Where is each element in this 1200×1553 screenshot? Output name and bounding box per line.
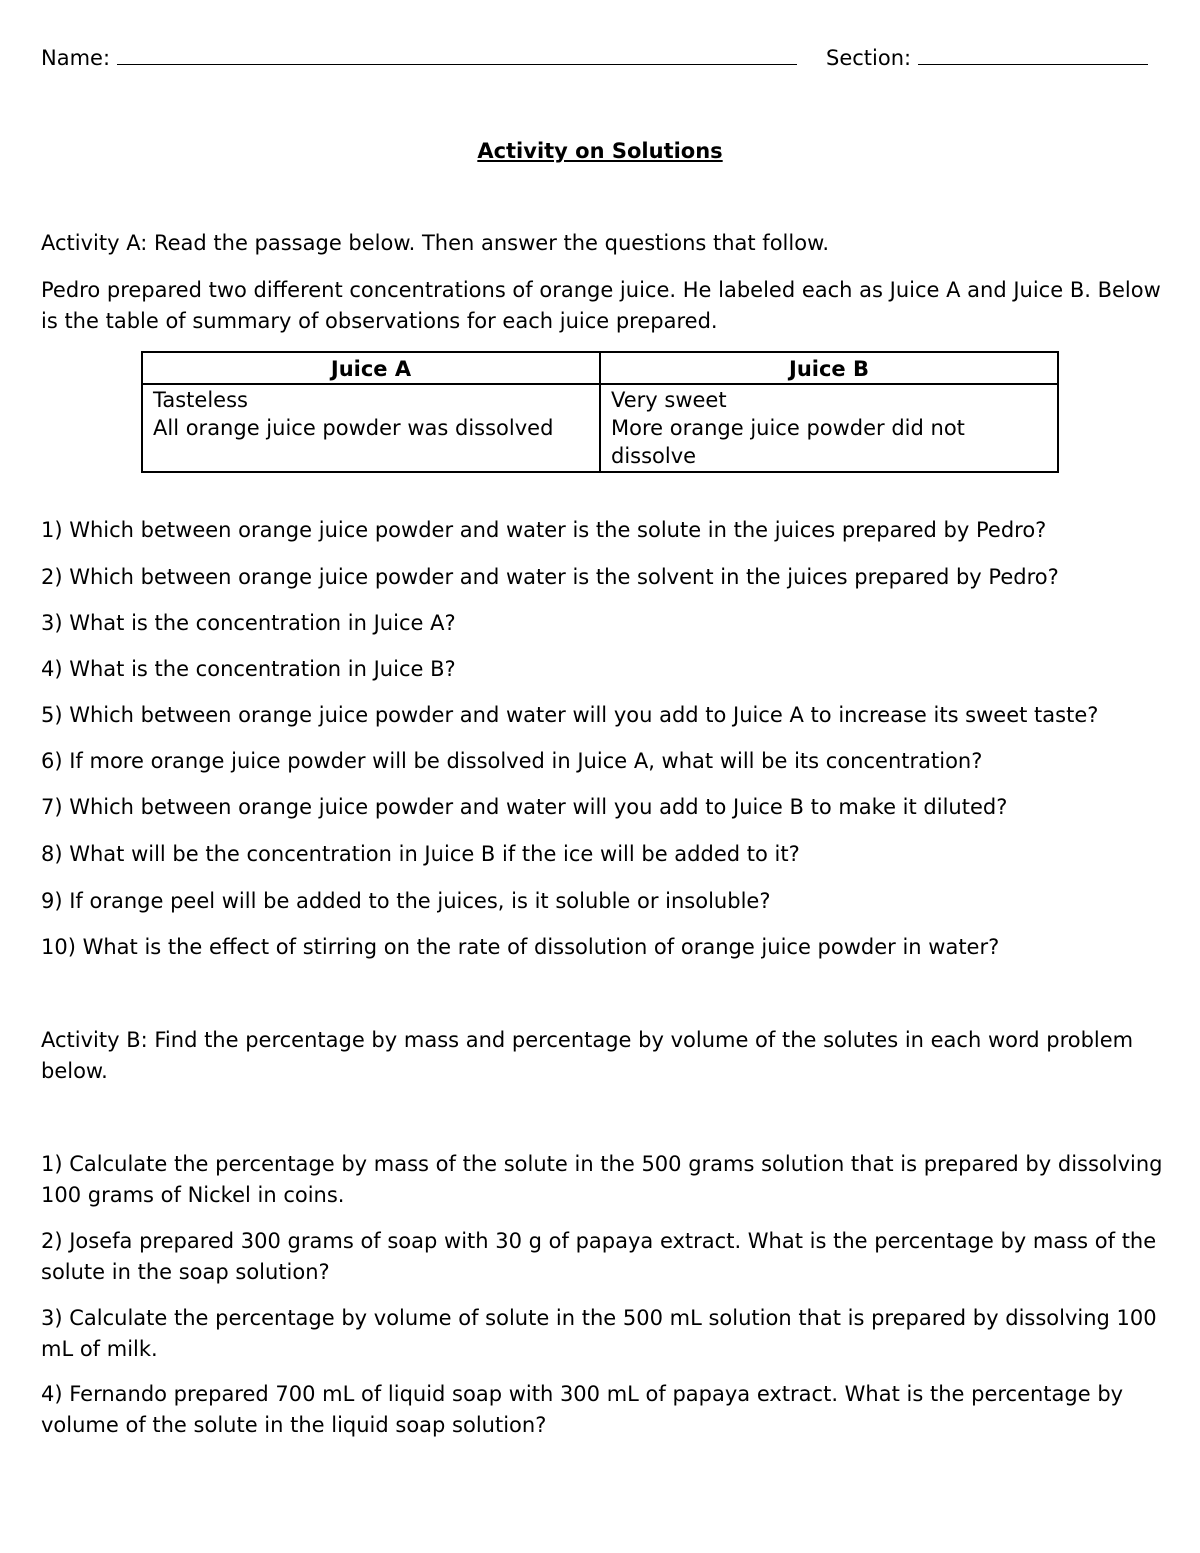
passage-line-1: Pedro prepared two different concentrations of orange juice. He labeled each as Juice A and Juice B. Below [41,278,1161,302]
problem-4-line-2: volume of the solute in the liquid soap solution? [41,1413,547,1437]
juice-b-observation: More orange juice powder did not [611,416,965,440]
question-3: 3) What is the concentration in Juice A? [41,611,456,635]
question-9: 9) If orange peel will be added to the juices, is it soluble or insoluble? [41,889,771,913]
table-row [142,384,1058,472]
activity-b-instruction-line-2: below. [41,1059,108,1083]
juice-b-observation: Very sweet [611,388,727,412]
question-7: 7) Which between orange juice powder and water will you add to Juice B to make it diluted? [41,795,1008,819]
name-label: Name: [41,46,111,70]
juice-a-cell [142,384,600,472]
passage-line-2: is the table of summary of observations for each juice prepared. [41,309,718,333]
page-title: Activity on Solutions [477,139,723,163]
activity-b-instruction-line-1: Activity B: Find the percentage by mass and percentage by volume of the solutes in each word problem [41,1028,1134,1052]
question-2: 2) Which between orange juice powder and water is the solvent in the juices prepared by Pedro? [41,565,1059,589]
question-1: 1) Which between orange juice powder and water is the solute in the juices prepared by Pedro? [41,518,1047,542]
problem-1-line-2: 100 grams of Nickel in coins. [41,1183,345,1207]
section-label: Section: [826,46,912,70]
question-8: 8) What will be the concentration in Juice B if the ice will be added to it? [41,842,800,866]
table-header-juice-a: Juice A [142,352,600,384]
juice-a-observation: Tasteless [153,388,248,412]
table-header-juice-b: Juice B [600,352,1058,384]
question-4: 4) What is the concentration in Juice B? [41,657,456,681]
section-line [826,43,1148,74]
name-line [41,43,797,74]
question-5: 5) Which between orange juice powder and water will you add to Juice A to increase its sweet taste? [41,703,1099,727]
section-blank[interactable] [918,44,1148,65]
problem-4-line-1: 4) Fernando prepared 700 mL of liquid soap with 300 mL of papaya extract. What is the percentage by [41,1382,1124,1406]
problem-3-line-2: mL of milk. [41,1337,158,1361]
table-header-row [142,352,1058,384]
juice-a-observation: All orange juice powder was dissolved [153,416,554,440]
observations-table [141,351,1059,473]
juice-b-cell [600,384,1058,472]
activity-a-instruction: Activity A: Read the passage below. Then answer the questions that follow. [41,231,829,255]
problem-1-line-1: 1) Calculate the percentage by mass of the solute in the 500 grams solution that is prepared by dissolving [41,1152,1163,1176]
problem-2-line-1: 2) Josefa prepared 300 grams of soap with 30 g of papaya extract. What is the percentage by mass of the [41,1229,1157,1253]
name-blank[interactable] [117,44,797,65]
juice-b-observation: dissolve [611,444,697,468]
problem-2-line-2: solute in the soap solution? [41,1260,330,1284]
question-6: 6) If more orange juice powder will be dissolved in Juice A, what will be its concentration? [41,749,983,773]
question-10: 10) What is the effect of stirring on the rate of dissolution of orange juice powder in water? [41,935,1000,959]
problem-3-line-1: 3) Calculate the percentage by volume of solute in the 500 mL solution that is prepared by dissolving 100 [41,1306,1157,1330]
